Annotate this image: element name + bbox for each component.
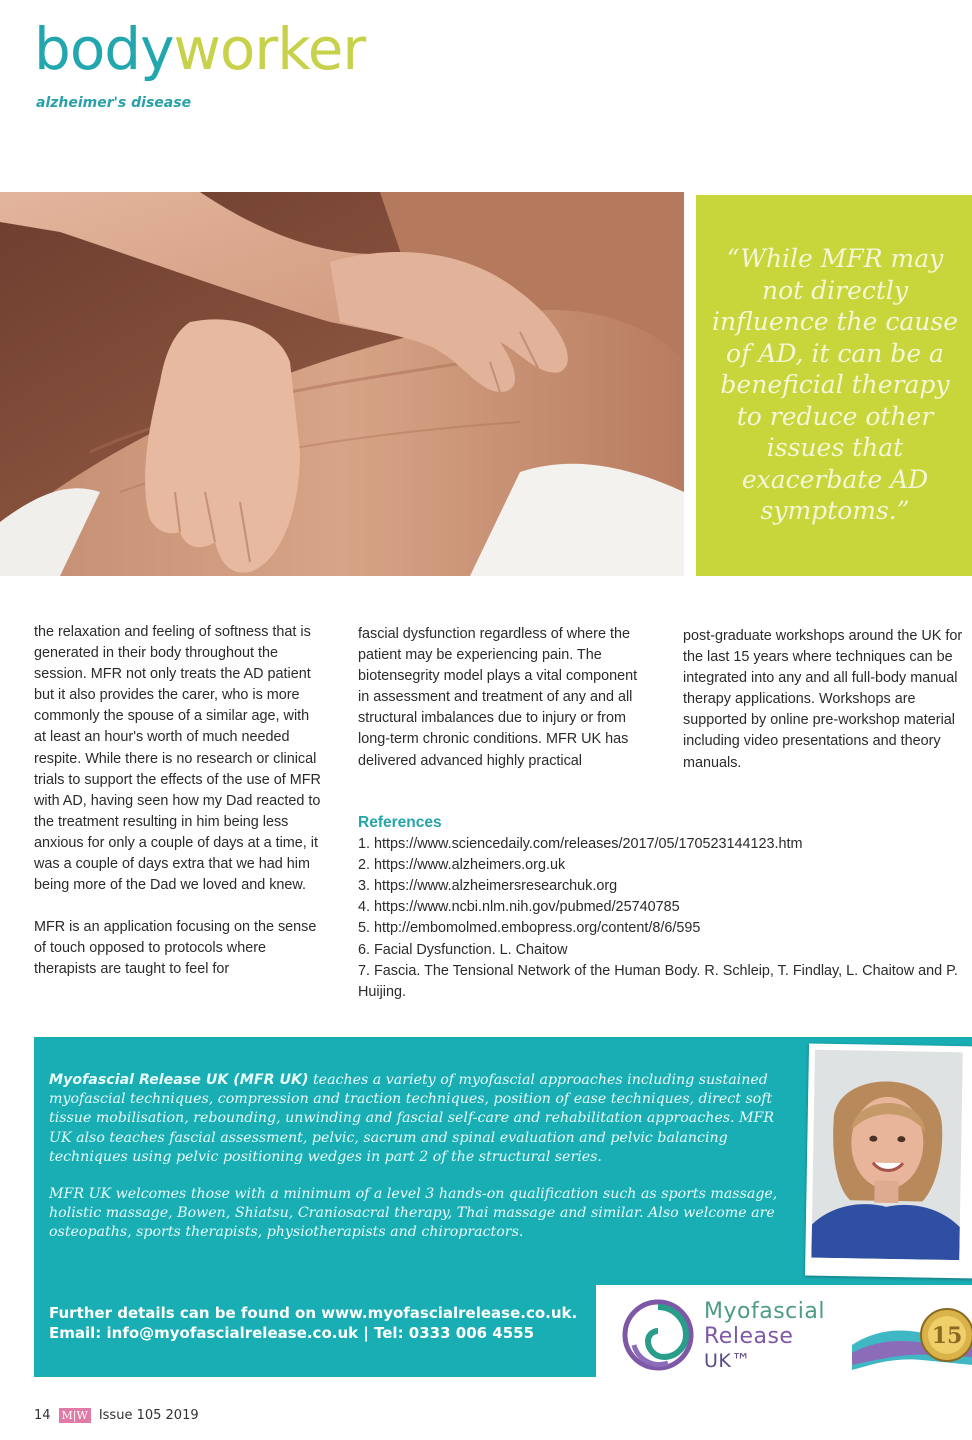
magazine-logo: M|W [59, 1408, 91, 1423]
column-2-paragraph-1: fascial dysfunction regardless of where the patient may be experiencing pain. The biotensegrity model plays a vital component in assessment and treatment of any and all structural imbalances due to injury or from long-term chronic conditions. MFR UK has delivered advanced highly practical [358, 626, 638, 769]
promo-website-line: Further details can be found on www.myofascialrelease.co.uk. [49, 1304, 578, 1322]
promo-email-line: Email: info@myofascialrelease.co.uk | Tel: 0333 006 4555 [49, 1324, 535, 1342]
masthead-body: body [34, 15, 174, 83]
promo-text [49, 1071, 789, 1261]
page-number: 14 [34, 1408, 51, 1423]
column-1-paragraph-1: the relaxation and feeling of softness that is generated in their body throughout the session. MFR not only treats the AD patient but it also provides the carer, who is more commonly the spouse of a similar age, with at least an hour's worth of much needed respite. While there is no research or clinical trials to support the effects of the use of MFR with AD, having seen how my Dad reacted to the treatment resulting in him being less anxious for only a couple of days at a time, it was a couple of days extra that we had him being more of the Dad we loved and knew. [34, 624, 321, 894]
reference-item: 5. http://embomolmed.embopress.org/content/8/6/595 [358, 920, 701, 937]
logo-line-1: Myofascial [704, 1299, 825, 1324]
column-2 [358, 624, 648, 772]
reference-item: 3. https://www.alzheimersresearchuk.org [358, 878, 618, 895]
logo-wordmark [704, 1299, 825, 1374]
promo-paragraph-1 [49, 1071, 789, 1167]
pull-quote: “While MFR may not directly influence the cause of AD, it can be a beneficial therapy to reduce other issues that exacerbate AD symptoms.” [711, 244, 959, 525]
column-1 [34, 622, 324, 981]
masthead-worker: worker [173, 15, 366, 83]
massage-photo [0, 192, 684, 576]
column-3 [683, 626, 968, 774]
reference-item: 7. Fascia. The Tensional Network of the Human Body. R. Schleip, T. Findlay, L. Chaitow and P. Huijing. [358, 962, 958, 1000]
spiral-logo-icon [622, 1299, 694, 1371]
logo-line-3: UK™ [704, 1350, 751, 1372]
reference-item: 1. https://www.sciencedaily.com/releases/2017/05/170523144123.htm [358, 836, 803, 853]
references-title: References [358, 814, 442, 831]
promo-contact [49, 1303, 609, 1343]
references [358, 812, 958, 1003]
promo-paragraph-2: MFR UK welcomes those with a minimum of a level 3 hands-on qualification such as sports massage, holistic massage, Bowen, Shiatsu, Craniosacral therapy, Thai massage and similar. Also welcome are osteopaths, sports therapists, physiotherapists and chiropractors. [49, 1186, 778, 1241]
promo-org-name: Myofascial Release UK (MFR UK) [49, 1072, 309, 1088]
anniversary-badge-icon [852, 1305, 972, 1375]
logo-line-2: Release [704, 1324, 794, 1349]
column-3-paragraph-1: post-graduate workshops around the UK for the last 15 years where techniques can be integrated into any and all full-body manual therapy applications. Workshops are supported by online pre-workshop material including video presentations and theory manuals. [683, 628, 963, 771]
reference-item: 6. Facial Dysfunction. L. Chaitow [358, 941, 568, 958]
logo-panel [596, 1285, 972, 1380]
issue-label: Issue 105 2019 [98, 1408, 199, 1423]
masthead [34, 14, 365, 84]
pull-quote-box [696, 195, 972, 576]
badge-number: 15 [931, 1323, 963, 1349]
reference-item: 2. https://www.alzheimers.org.uk [358, 857, 566, 874]
promo-paragraph-1-text: teaches a variety of myofascial approaches including sustained myofascial techniques, compression and traction techniques, position of ease techniques, direct soft tissue mobilisation, rebounding, unwinding and fascial self-care and rehabilitation approaches. MFR UK also teaches fascial assessment, pelvic, sacrum and spinal evaluation and pelvic balancing techniques using pelvic positioning wedges in part 2 of the structural series. [49, 1072, 775, 1165]
section-tag: alzheimer's disease [36, 95, 192, 111]
page-footer [34, 1408, 199, 1423]
portrait-photo [805, 1044, 972, 1279]
reference-item: 4. https://www.ncbi.nlm.nih.gov/pubmed/25740785 [358, 899, 680, 916]
column-1-paragraph-2: MFR is an application focusing on the sense of touch opposed to protocols where therapists are taught to feel for [34, 919, 317, 978]
